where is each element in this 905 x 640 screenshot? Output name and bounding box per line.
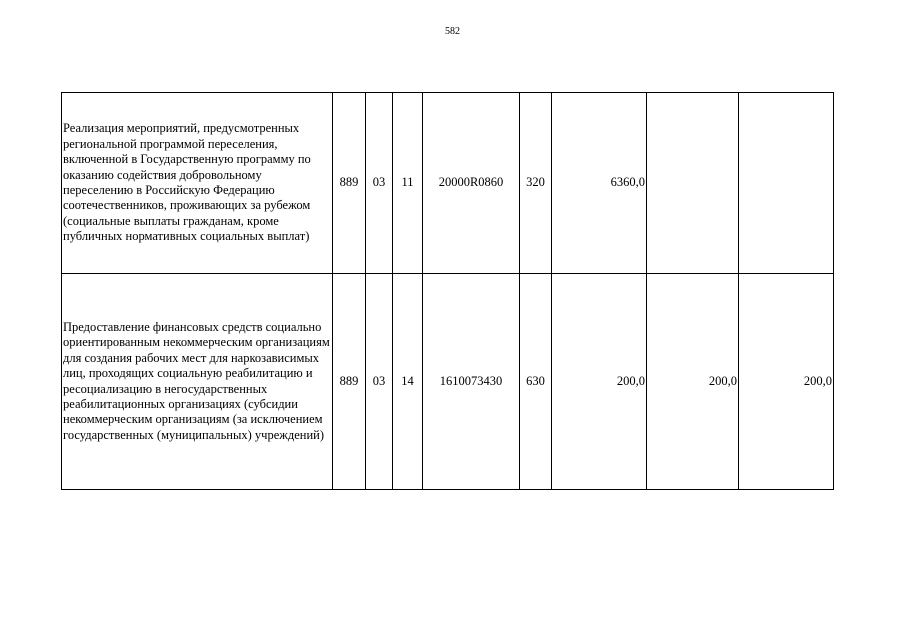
ministry-code: 889 xyxy=(333,274,366,490)
row-description: Реализация мероприятий, предусмотренных региональной программой переселения, включенной в Государственную программу по оказанию содействия добровольному переселению в Российскую Федерацию соотечественников, проживающих за рубежом (социальные выплаты гражданам, кроме публичных нормативных социальных выплат) xyxy=(62,93,333,274)
target-article-code: 1610073430 xyxy=(423,274,520,490)
page-number: 582 xyxy=(445,26,460,37)
section-code: 03 xyxy=(366,274,393,490)
amount-year-1: 200,0 xyxy=(552,274,647,490)
amount-year-3: 200,0 xyxy=(739,274,834,490)
amount-year-2: 200,0 xyxy=(647,274,739,490)
target-article-code: 20000R0860 xyxy=(423,93,520,274)
expense-type-code: 630 xyxy=(520,274,552,490)
subsection-code: 14 xyxy=(393,274,423,490)
amount-year-3 xyxy=(739,93,834,274)
amount-year-1: 6360,0 xyxy=(552,93,647,274)
subsection-code: 11 xyxy=(393,93,423,274)
expense-type-code: 320 xyxy=(520,93,552,274)
ministry-code: 889 xyxy=(333,93,366,274)
amount-year-2 xyxy=(647,93,739,274)
row-description: Предоставление финансовых средств социально ориентированным некоммерческим организациям для создания рабочих мест для наркозависимых лиц, проходящих социальную реабилитацию и ресоциализацию в негосударственных реабилитационных организациях (субсидии некоммерческим организациям (за исключением государственных (муниципальных) учреждений) xyxy=(62,274,333,490)
table-row xyxy=(62,274,834,490)
section-code: 03 xyxy=(366,93,393,274)
table-row xyxy=(62,93,834,274)
budget-table xyxy=(61,92,834,490)
